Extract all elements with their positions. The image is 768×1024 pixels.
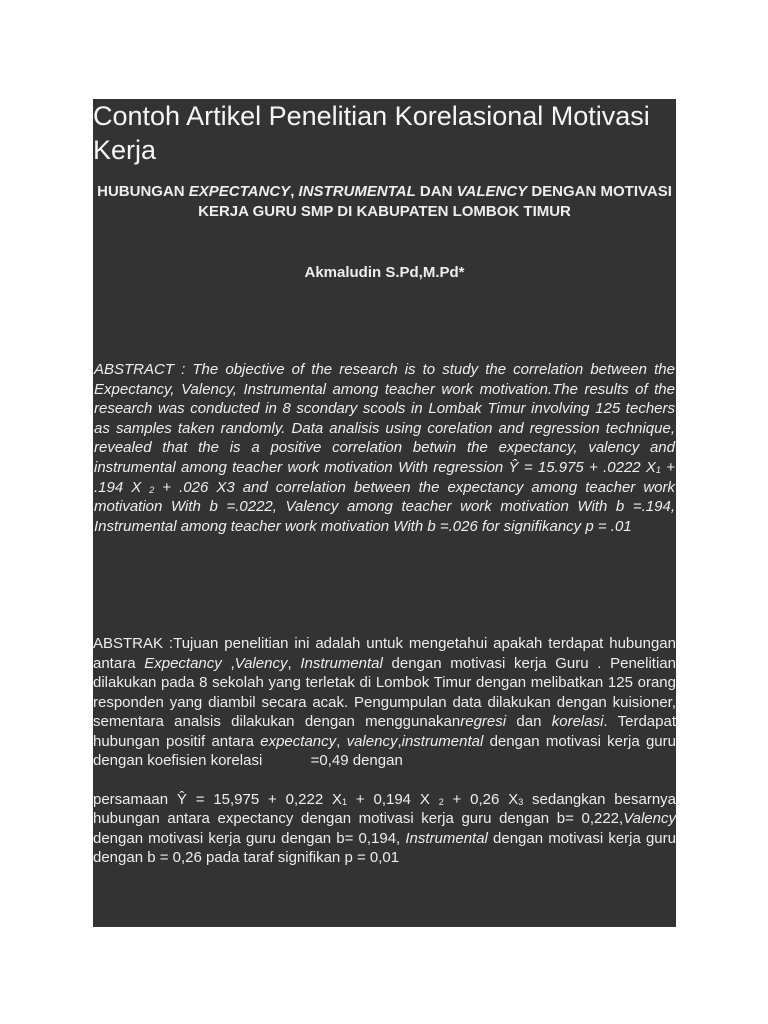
abstract-id-text: , — [221, 654, 235, 672]
abstract-id-text: , — [397, 732, 402, 750]
author-name: Akmaludin S.Pd,M.Pd* — [304, 264, 465, 281]
term-instrumental: Instrumental — [300, 654, 383, 672]
subscript: 3 — [518, 796, 524, 807]
abstract-id-text: ABSTRAK :Tujuan penelitian ini adalah untuk mengetahui apakah terdapat hubungan antara — [93, 635, 676, 672]
subscript: 1 — [655, 464, 661, 475]
abstract-id-text: + 0,194 X — [347, 790, 439, 808]
abstract-id-text: . Terdapat hubungan positif antara — [93, 713, 676, 750]
article-title — [93, 182, 676, 222]
article-title-expectancy: EXPECTANCY — [188, 183, 291, 200]
page-title: Contoh Artikel Penelitian Korelasional Motivasi Kerja — [93, 101, 650, 165]
article-title-text: HUBUNGAN — [97, 183, 189, 200]
term-instrumental: Instrumental — [405, 829, 488, 847]
abstract-id-text: , — [336, 732, 347, 750]
abstract-id-paragraph-1 — [93, 634, 676, 771]
abstract-en-text: + .194 X — [94, 458, 675, 496]
term-expectancy: Expectancy — [144, 654, 222, 672]
abstract-id-text: =0,49 dengan — [310, 752, 403, 769]
abstract-id-text: , — [287, 654, 301, 672]
abstract-id-text: dengan motivasi kerja guru dengan koefisien korelasi — [93, 732, 676, 769]
abstract-id-text: dengan motivasi kerja guru dengan b= 0,194, — [93, 829, 406, 847]
document-page — [93, 99, 676, 927]
abstract-en-text: + .026 X3 and correlation between the expectancy among teacher work motivation With b =.0222, Valency among teacher work motivation With b =.194, Instrumental among teacher work motivation With b =.026 for signifikancy p = .01 — [94, 478, 675, 535]
article-title-text: DENGAN MOTIVASI KERJA GURU SMP DI KABUPATEN LOMBOK TIMUR — [198, 183, 672, 220]
abstract-english — [94, 360, 675, 536]
abstract-en-text: ABSTRACT : The objective of the research is to study the correlation between the Expectancy, Valency, Instrumental among teacher work motivation.The results of the research was conducted in 8 scondary scools in Lombak Timur involving 125 techers as samples taken randomly. Data analisis using corelation and regression technique, revealed that the is a positive correlation betwin the expectancy, valency and instrumental among teacher work motivation With regression Ŷ = 15.975 + .0222 X — [94, 361, 675, 476]
abstract-id-text: dengan motivasi kerja guru dengan b = 0,26 pada taraf signifikan p = 0,01 — [93, 829, 676, 866]
abstract-id-text: sedangkan besarnya hubungan antara expectancy dengan motivasi kerja guru dengan b= 0,222, — [93, 790, 676, 827]
subscript: 2 — [149, 484, 155, 495]
abstract-indonesian — [93, 634, 676, 868]
term-valency: Valency — [234, 654, 288, 672]
article-title-text: , — [290, 183, 299, 200]
term-valency: valency — [346, 732, 398, 750]
abstract-id-text: dan — [506, 713, 552, 730]
abstract-id-text: dengan motivasi kerja Guru . Penelitian dilakukan pada 8 sekolah yang terletak di Lombok Timur dengan melibatkan 125 orang responden yang diambil secara acak. Pengumpulan data dilakukan dengan kuisioner, sementara analsis dilakukan dengan menggunakan — [93, 654, 676, 730]
term-instrumental: instrumental — [401, 732, 484, 750]
abstract-id-paragraph-2 — [93, 790, 676, 868]
term-valency: Valency — [623, 810, 676, 827]
term-expectancy: expectancy — [260, 732, 337, 750]
article-title-text: DAN — [415, 183, 457, 200]
article-title-valency: VALENCY — [456, 183, 528, 200]
abstract-id-text: persamaan Ŷ = 15,975 + 0,222 X — [93, 790, 343, 808]
article-title-instrumental: INSTRUMENTAL — [298, 183, 416, 200]
term-regresi: regresi — [460, 713, 507, 730]
abstract-id-text: + 0,26 X — [443, 790, 519, 808]
subscript: 2 — [438, 796, 444, 807]
term-korelasi: korelasi — [551, 713, 604, 730]
subscript: 1 — [342, 796, 348, 807]
